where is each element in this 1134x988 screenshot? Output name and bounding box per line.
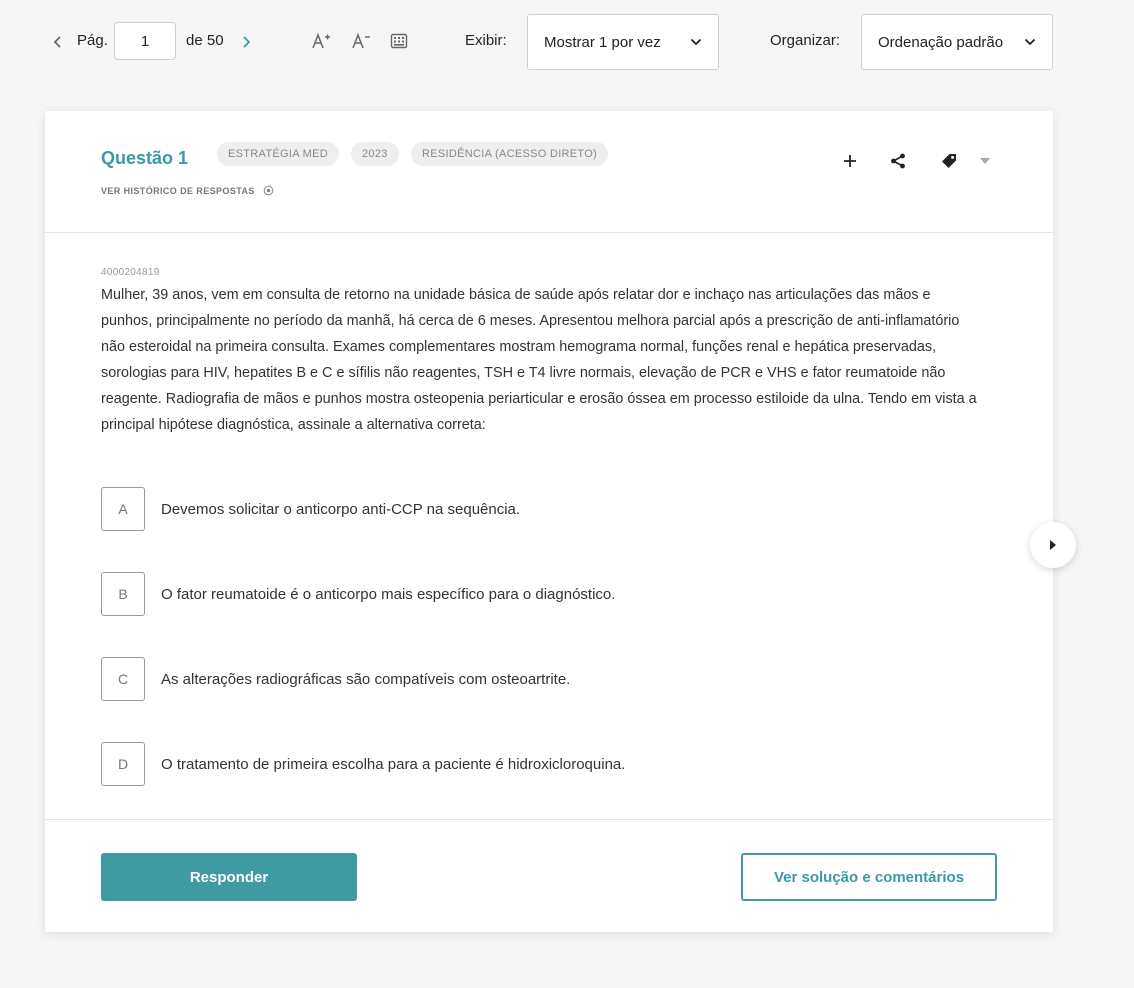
font-decrease-icon	[351, 32, 371, 50]
organizar-label: Organizar:	[770, 32, 841, 49]
organizar-select[interactable]	[861, 14, 1053, 70]
chevron-down-icon	[690, 38, 702, 46]
next-question-button[interactable]	[1030, 522, 1076, 568]
chevron-left-icon	[53, 35, 63, 49]
tag-institution[interactable]: ESTRATÉGIA MED	[217, 142, 339, 166]
caret-right-icon	[1050, 540, 1056, 550]
question-body	[101, 267, 981, 438]
alternative-letter: A	[101, 487, 145, 531]
alternative-b[interactable]	[101, 571, 615, 617]
alternative-a[interactable]	[101, 486, 520, 532]
chevron-down-icon	[1024, 38, 1036, 46]
caret-down-icon	[980, 158, 990, 164]
tag-button[interactable]	[938, 150, 960, 172]
question-footer	[45, 819, 1053, 933]
tag-dropdown-button[interactable]	[974, 150, 996, 172]
alternative-c[interactable]	[101, 656, 570, 702]
exibir-select[interactable]	[527, 14, 719, 70]
chevron-right-icon	[241, 35, 251, 49]
history-label: VER HISTÓRICO DE RESPOSTAS	[101, 185, 255, 196]
question-header	[45, 111, 1053, 233]
share-icon	[890, 153, 906, 169]
view-solution-button[interactable]: Ver solução e comentários	[741, 853, 997, 901]
previous-page-button[interactable]	[48, 30, 68, 54]
share-button[interactable]	[887, 150, 909, 172]
page-total-label: de 50	[186, 32, 224, 49]
responder-button[interactable]: Responder	[101, 853, 357, 901]
page-label: Pág.	[77, 32, 108, 49]
question-statement: Mulher, 39 anos, vem em consulta de retorno na unidade básica de saúde após relatar dor e inchaço nas articulações das mãos e punhos, principalmente no período da manhã, há cerca de 6 meses. Apresentou melhora parcial após a prescrição de anti-inflamatório não esteroidal na primeira consulta. Exames complementares mostram hemograma normal, funções renal e hepática preservadas, sorologias para HIV, hepatites B e C e sífilis não reagentes, TSH e T4 livre normais, elevação de PCR e VHS e fator reumatoide não reagente. Radiografia de mãos e punhos mostra osteopenia periarticular e erosão óssea em processo estiloide da ulna. Tendo em vista a principal hipótese diagnóstica, assinale a alternativa correta:	[101, 287, 977, 433]
organizar-select-value: Ordenação padrão	[878, 33, 1004, 51]
alternative-letter: C	[101, 657, 145, 701]
alternative-text: O fator reumatoide é o anticorpo mais específico para o diagnóstico.	[161, 585, 616, 603]
font-increase-button[interactable]	[310, 30, 332, 52]
tag-exam-type[interactable]: RESIDÊNCIA (ACESSO DIRETO)	[411, 142, 608, 166]
calculator-button[interactable]	[388, 30, 410, 52]
eye-icon	[263, 185, 274, 196]
tag-icon	[940, 152, 958, 170]
alternative-letter: B	[101, 572, 145, 616]
calculator-icon	[390, 33, 408, 49]
alternative-text: O tratamento de primeira escolha para a paciente é hidroxicloroquina.	[161, 755, 626, 773]
page-number-input[interactable]	[114, 22, 176, 60]
exibir-select-value: Mostrar 1 por vez	[544, 33, 661, 51]
tag-year[interactable]: 2023	[351, 142, 399, 166]
alternative-text: Devemos solicitar o anticorpo anti-CCP na sequência.	[161, 500, 521, 518]
next-page-button[interactable]	[236, 30, 256, 54]
add-to-notebook-button[interactable]	[839, 150, 861, 172]
alternative-d[interactable]	[101, 741, 625, 787]
toolbar	[0, 0, 1134, 84]
question-title: Questão 1	[101, 148, 189, 168]
question-card	[45, 111, 1053, 932]
question-id: 4000204819	[101, 267, 160, 278]
font-increase-icon	[311, 32, 331, 50]
font-decrease-button[interactable]	[350, 30, 372, 52]
alternative-text: As alterações radiográficas são compatíveis com osteoartrite.	[161, 670, 571, 688]
plus-icon	[843, 154, 857, 168]
history-link[interactable]	[101, 185, 274, 196]
exibir-label: Exibir:	[465, 32, 507, 49]
alternative-letter: D	[101, 742, 145, 786]
